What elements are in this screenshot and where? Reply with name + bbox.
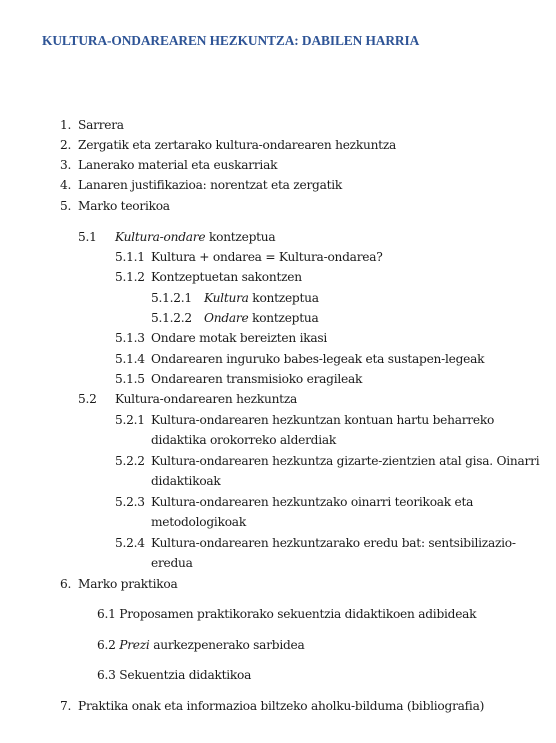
toc-number: 5.1.4 <box>115 352 145 366</box>
toc-label: 6.3 Sekuentzia didaktikoa <box>97 668 252 682</box>
toc-label <box>97 635 305 655</box>
toc-label: Praktika onak eta informazioa biltzeko aholku-bilduma (bibliografia) <box>78 699 485 713</box>
toc-label: Kultura-ondarearen hezkuntzako oinarri teorikoak eta <box>151 495 474 509</box>
toc-label: Kultura-ondarearen hezkuntzarako eredu bat: sentsibilizazio- <box>151 536 516 550</box>
toc-label: Marko praktikoa <box>78 577 178 591</box>
toc-label: Marko teorikoa <box>78 199 170 213</box>
toc-number: 3. <box>60 158 72 172</box>
toc-label-rest: kontzeptua <box>205 230 276 244</box>
toc-number: 5.2.1 <box>115 413 145 427</box>
toc-number: 6.2 <box>97 638 120 652</box>
toc-label: Kultura-ondarearen hezkuntza gizarte-zientzien atal gisa. Oinarri <box>151 454 540 468</box>
toc-label: Sarrera <box>78 118 124 132</box>
toc-label: Zergatik eta zertarako kultura-ondarearen hezkuntza <box>78 138 397 152</box>
toc-label-italic: Prezi <box>119 638 150 652</box>
toc-label: Lanaren justifikazioa: norentzat eta zergatik <box>78 178 343 192</box>
toc-label-rest: kontzeptua <box>248 291 319 305</box>
toc-label: Kontzeptuetan sakontzen <box>151 270 302 284</box>
toc-label: Lanerako material eta euskarriak <box>78 158 278 172</box>
toc-label-rest: aurkezpenerako sarbidea <box>149 638 305 652</box>
toc-number: 5.1.2 <box>115 270 145 284</box>
toc-label: Kultura + ondarea = Kultura-ondarea? <box>151 250 383 264</box>
toc-number: 5.1 <box>78 230 97 244</box>
toc-label <box>204 288 319 308</box>
toc-number: 5.1.2.2 <box>151 311 192 325</box>
toc-label-continuation: didaktika orokorreko alderdiak <box>151 433 337 447</box>
toc-label-italic: Kultura <box>204 291 249 305</box>
toc-number: 5.2.4 <box>115 536 145 550</box>
toc-number: 5.2.3 <box>115 495 145 509</box>
toc-label-continuation: metodologikoak <box>151 515 246 529</box>
toc-label-continuation: eredua <box>151 556 193 570</box>
toc-number: 7. <box>60 699 72 713</box>
toc-label-italic: Kultura-ondare <box>115 230 206 244</box>
toc-label: 6.1 Proposamen praktikorako sekuentzia didaktikoen adibideak <box>97 607 477 621</box>
toc-number: 1. <box>60 118 72 132</box>
toc-label: Ondarearen inguruko babes-legeak eta sustapen-legeak <box>151 352 485 366</box>
toc-label-italic: Ondare <box>204 311 249 325</box>
toc-number: 5.1.2.1 <box>151 291 192 305</box>
toc-number: 5.1.1 <box>115 250 145 264</box>
document-title: KULTURA-ONDAREAREN HEZKUNTZA: DABILEN HARRIA <box>42 33 420 48</box>
toc-label <box>115 227 275 247</box>
toc-number: 5.2.2 <box>115 454 145 468</box>
toc-number: 2. <box>60 138 72 152</box>
toc-label: Kultura-ondarearen hezkuntza <box>115 392 298 406</box>
toc-number: 5.1.5 <box>115 372 145 386</box>
toc-number: 5.2 <box>78 392 97 406</box>
toc-number: 6. <box>60 577 72 591</box>
toc-label-continuation: didaktikoak <box>151 474 221 488</box>
toc-label-rest: kontzeptua <box>248 311 319 325</box>
toc-number: 5. <box>60 199 72 213</box>
toc-number: 5.1.3 <box>115 331 145 345</box>
toc-label: Ondare motak bereizten ikasi <box>151 331 328 345</box>
toc-number: 4. <box>60 178 72 192</box>
toc-label <box>204 308 319 328</box>
toc-label: Kultura-ondarearen hezkuntzan kontuan hartu beharreko <box>151 413 495 427</box>
toc-label: Ondarearen transmisioko eragileak <box>151 372 363 386</box>
